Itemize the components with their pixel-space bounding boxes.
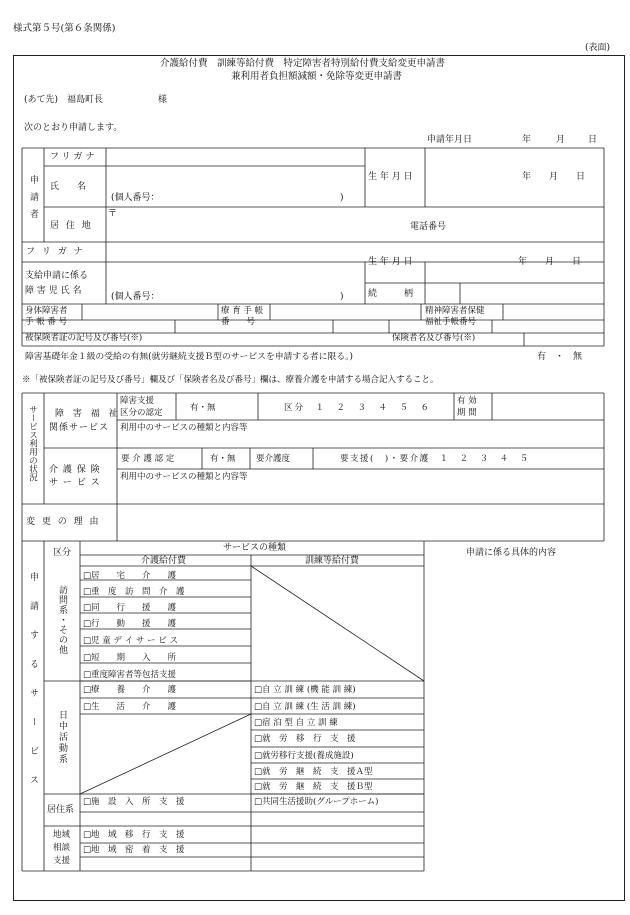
- child-furigana-label: フ リ ガ ナ: [26, 247, 85, 257]
- title-line2: 兼利用者負担額減額・免除等変更申請書: [231, 71, 403, 82]
- checkbox-homon-0[interactable]: □居 宅 介 護: [83, 571, 177, 581]
- usage-group-label: サービス利用の状況: [27, 405, 38, 482]
- seishin-label-2: 福祉手帳番号: [425, 317, 477, 327]
- yokaigo-umu: 有・無: [210, 454, 236, 464]
- applicant-birth-ymd: 年 月 日: [522, 172, 586, 182]
- checkbox-chiiki-0[interactable]: □地 域 移 行 支 援: [83, 830, 185, 840]
- kaigo-header: 介護給付費: [141, 556, 187, 566]
- side-label: (表面): [585, 43, 611, 53]
- checkbox-kunren-2[interactable]: □宿 泊 型 自 立 訓 練: [254, 718, 338, 728]
- checkbox-kunren-4[interactable]: □就労移行支援(養成施設): [254, 751, 354, 761]
- applicant-kojin-close: ): [340, 193, 344, 203]
- shien-row: 要支援( )・要介護 １ ２ ３ ４ ５: [340, 454, 530, 464]
- cat-homon: 訪問系・その他: [57, 585, 67, 655]
- riyo-label: 利用中のサービスの種類と内容等: [120, 423, 248, 433]
- date-year: 年: [522, 135, 532, 145]
- title-line1: 介護給付費 訓練等給付費 特定障害者特別給付費支給変更申請書: [160, 58, 446, 69]
- checkbox-kunren-5[interactable]: □就 労 継 続 支 援Ａ型: [254, 767, 373, 777]
- fukushi-label-1: 障 害 福 祉: [55, 409, 121, 419]
- nintei-label-1: 障害支援: [120, 396, 155, 406]
- checkbox-chiiki-1[interactable]: □地 域 密 着 支 援: [83, 845, 185, 855]
- shintai-label-1: 身体障害者: [25, 306, 68, 316]
- checkbox-homon-3[interactable]: □行 動 援 護: [83, 619, 177, 629]
- reason-label: 変 更 の 理 由: [26, 517, 101, 527]
- cat-nitchu: 日中活動系: [57, 710, 67, 765]
- child-birth-ymd: 年 月 日: [518, 257, 582, 267]
- seishin-label-1: 精神障害者保健: [425, 306, 485, 316]
- checkbox-homon-2[interactable]: □同 行 援 護: [83, 603, 177, 613]
- child-name-label-2: 障 害 児 氏 名: [25, 286, 82, 296]
- phone-label: 電話番号: [410, 222, 447, 232]
- yokaigo-label: 要 介 護 認 定: [121, 454, 175, 464]
- insurance-right-label: 保険者名及び番号(※): [392, 333, 476, 343]
- yuko-label-2: 期 間: [457, 408, 477, 418]
- addressee: (あて先) 福島町長: [24, 95, 104, 105]
- child-kojin: (個人番号：: [111, 292, 160, 302]
- kubun-row: 区分 １ ２ ３ ４ ５ ６: [284, 403, 432, 413]
- checkbox-homon-6[interactable]: □重度障害者等包括支援: [83, 670, 177, 680]
- cat-chiiki-1: 地域: [53, 830, 71, 840]
- checkbox-homon-5[interactable]: □短 期 入 所: [83, 653, 177, 663]
- checkbox-grouphome[interactable]: □共同生活援助(グループホーム): [254, 797, 379, 807]
- checkbox-kunren-1[interactable]: □自 立 訓 練 (生 活 訓 練): [254, 702, 356, 712]
- date-label: 申請年月日: [427, 135, 473, 145]
- ryoiku-label-2: 番 号: [221, 317, 256, 327]
- nintei-umu: 有・無: [190, 403, 216, 413]
- shintai-label-2: 手 帳 番 号: [25, 317, 68, 327]
- checkbox-kunren-3[interactable]: □就 労 移 行 支 援: [254, 734, 356, 744]
- riyo2-label: 利用中のサービスの種類と内容等: [120, 472, 248, 482]
- applicant-kojin: (個人番号：: [111, 193, 160, 203]
- date-day: 日: [588, 135, 598, 145]
- applicant-group-label: 申請者: [28, 175, 38, 226]
- fukushi-label-2: 関係サービス: [49, 423, 110, 433]
- checkbox-kunren-6[interactable]: □就 労 継 続 支 援Ｂ型: [254, 782, 373, 792]
- services-group-label: 申請するサービス: [28, 572, 38, 804]
- kubun-header: 区分: [53, 548, 72, 558]
- checkbox-ryoyo[interactable]: □療 養 介 護: [83, 685, 177, 695]
- addressee-suffix: 様: [158, 95, 168, 105]
- shurui-header: サービスの種類: [223, 543, 287, 553]
- nintei-label-2: 区分の認定: [120, 408, 163, 418]
- child-kojin-close: ): [340, 292, 344, 302]
- gutai-header: 申請に係る具体的内容: [466, 548, 557, 558]
- applicant-furigana-label: フリガナ: [50, 152, 98, 162]
- checkbox-homon-4[interactable]: □児 童 デ イ サ ー ビ ス: [83, 636, 178, 646]
- kaigo-label-1: 介 護 保 険: [49, 465, 101, 475]
- kaigo-label-2: サ ー ビ ス: [49, 478, 101, 488]
- postal-mark: 〒: [108, 209, 118, 219]
- form-number: 様式第５号(第６条関係): [13, 23, 116, 34]
- applicant-birth-label: 生 年 月 日: [368, 172, 413, 182]
- note-text: ※「被保険者証の記号及び番号」欄及び「保険者名及び番号」欄は、療養介護を申請する場合記入すること。: [22, 375, 439, 385]
- cat-kyoju: 居住系: [47, 805, 75, 815]
- pension-label: 障害基礎年金１級の受給の有無(就労継続支援Ｂ型のサービスを申請する者に限る。): [25, 352, 353, 362]
- cat-chiiki-3: 支援: [53, 856, 71, 866]
- checkbox-shisetsu[interactable]: □施 設 入 所 支 援: [83, 797, 185, 807]
- date-month: 月: [556, 135, 566, 145]
- applicant-address-label: 居 住 地: [50, 221, 93, 231]
- applicant-name-label: 氏 名: [50, 182, 87, 192]
- yuko-label-1: 有 効: [457, 396, 477, 406]
- kunren-header: 訓練等給付費: [305, 556, 360, 566]
- checkbox-seikatsu[interactable]: □生 活 介 護: [83, 702, 177, 712]
- insurance-left-label: 被保険者証の記号及び番号(※): [25, 333, 143, 343]
- child-name-label-1: 支給申請に係る: [25, 271, 89, 281]
- intro-text: 次のとおり申請します。: [24, 123, 123, 133]
- checkbox-homon-1[interactable]: □重 度 訪 問 介 護: [83, 587, 185, 597]
- child-birth-label: 生 年 月 日: [368, 257, 413, 267]
- ryoiku-label-1: 療 育 手 帳: [221, 306, 264, 316]
- pension-choice: 有 ・ 無: [537, 352, 583, 362]
- checkbox-kunren-0[interactable]: □自 立 訓 練 (機 能 訓 練): [254, 685, 356, 695]
- jotai-label: 要介護度: [256, 454, 291, 464]
- cat-chiiki-2: 相談: [53, 843, 71, 853]
- relation-label: 続 柄: [368, 289, 417, 299]
